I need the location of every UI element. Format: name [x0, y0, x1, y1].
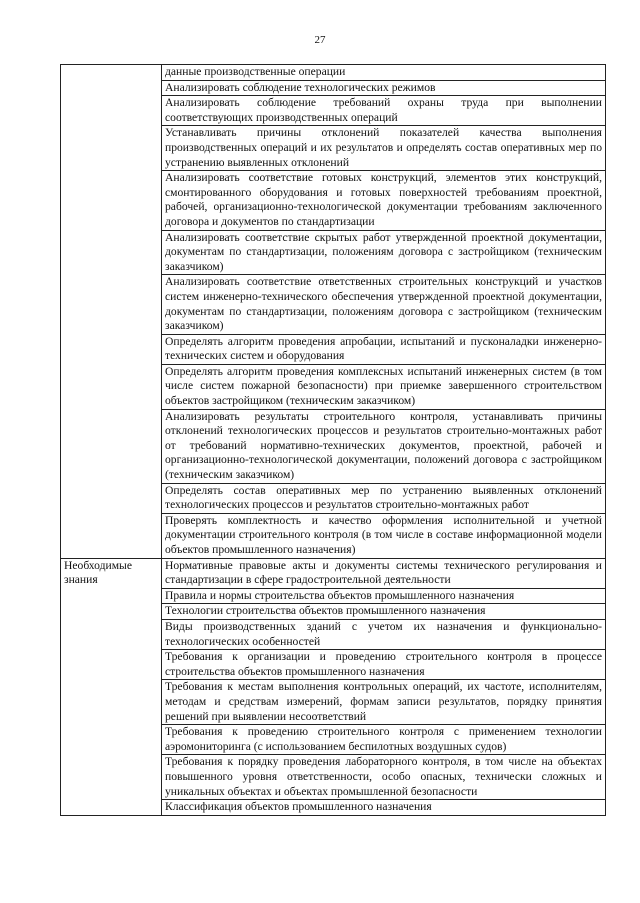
- table-cell: Требования к порядку проведения лабораторного контроля, в том числе на объектах повышенного уровня ответственности, особо опасных, технически сложных и уникальных объектах и объектах промышленной безопасности: [162, 755, 606, 800]
- table-cell: Требования к проведению строительного контроля с применением технологии аэромониторинга (с использованием беспилотных воздушных судов): [162, 725, 606, 755]
- table-cell: Требования к местам выполнения контрольных операций, их частоте, исполнителям, методам и средствам измерений, формам записи результатов, порядку принятия решений при выявлении несоответствий: [162, 680, 606, 725]
- table-cell: Определять алгоритм проведения комплексных испытаний инженерных систем (в том числе систем пожарной безопасности) при приемке завершенного строительством объектов застройщиком (техническим заказчиком): [162, 364, 606, 409]
- table-cell: Анализировать соответствие ответственных строительных конструкций и участков систем инженерно-технического обеспечения утвержденной проектной документации, документам по стандартизации, положениям договора с застройщиком (техническим заказчиком): [162, 275, 606, 334]
- table-cell: Анализировать соответствие готовых конструкций, элементов этих конструкций, смонтированного оборудования и готовых поверхностей требованиям проектной, рабочей, организационно-технологической документации требованиям заключенного договора и документов по стандартизации: [162, 171, 606, 230]
- table-cell: Устанавливать причины отклонений показателей качества выполнения производственных операций и их результатов и определять состав оперативных мер по устранению выявленных отклонений: [162, 126, 606, 171]
- table-cell: Определять алгоритм проведения апробации, испытаний и пусконаладки инженерно-технических систем и оборудования: [162, 334, 606, 364]
- table-cell: Определять состав оперативных мер по устранению выявленных отклонений технологических процессов и результатов строительно-монтажных работ: [162, 483, 606, 513]
- table-cell: Правила и нормы строительства объектов промышленного назначения: [162, 588, 606, 604]
- table-cell: Анализировать результаты строительного контроля, устанавливать причины отклонений технологических процессов и результатов строительно-монтажных работ от требований нормативно-технических документов, проектной, рабочей и организационно-технологической документации, положений договора с застройщиком (техническим заказчиком): [162, 409, 606, 483]
- continued-label-cell: [61, 65, 162, 559]
- table-cell: Анализировать соответствие скрытых работ утвержденной проектной документации, документам по стандартизации, положениям договора с застройщиком (техническим заказчиком): [162, 230, 606, 275]
- table-cell: Требования к организации и проведению строительного контроля в процессе строительства объектов промышленного назначения: [162, 650, 606, 680]
- table-row: [61, 558, 606, 588]
- table-cell: данные производственные операции: [162, 65, 606, 81]
- table-cell: Проверять комплектность и качество оформления исполнительной и учетной документации строительного контроля (в том числе в составе информационной модели объектов промышленного назначения): [162, 513, 606, 558]
- table-cell: Анализировать соблюдение технологических режимов: [162, 80, 606, 96]
- table-cell: Виды производственных зданий с учетом их назначения и функционально-технологических особенностей: [162, 619, 606, 649]
- page-number: 27: [314, 34, 326, 46]
- table-row: [61, 65, 606, 81]
- knowledge-label-cell: Необходимые знания: [61, 558, 162, 815]
- table-cell: Анализировать соблюдение требований охраны труда при выполнении соответствующих производственных операций: [162, 96, 606, 126]
- table-cell: Технологии строительства объектов промышленного назначения: [162, 604, 606, 620]
- table-cell: Классификация объектов промышленного назначения: [162, 800, 606, 816]
- requirements-table: [60, 64, 606, 816]
- table-cell: Нормативные правовые акты и документы системы технического регулирования и стандартизации в сфере градостроительной деятельности: [162, 558, 606, 588]
